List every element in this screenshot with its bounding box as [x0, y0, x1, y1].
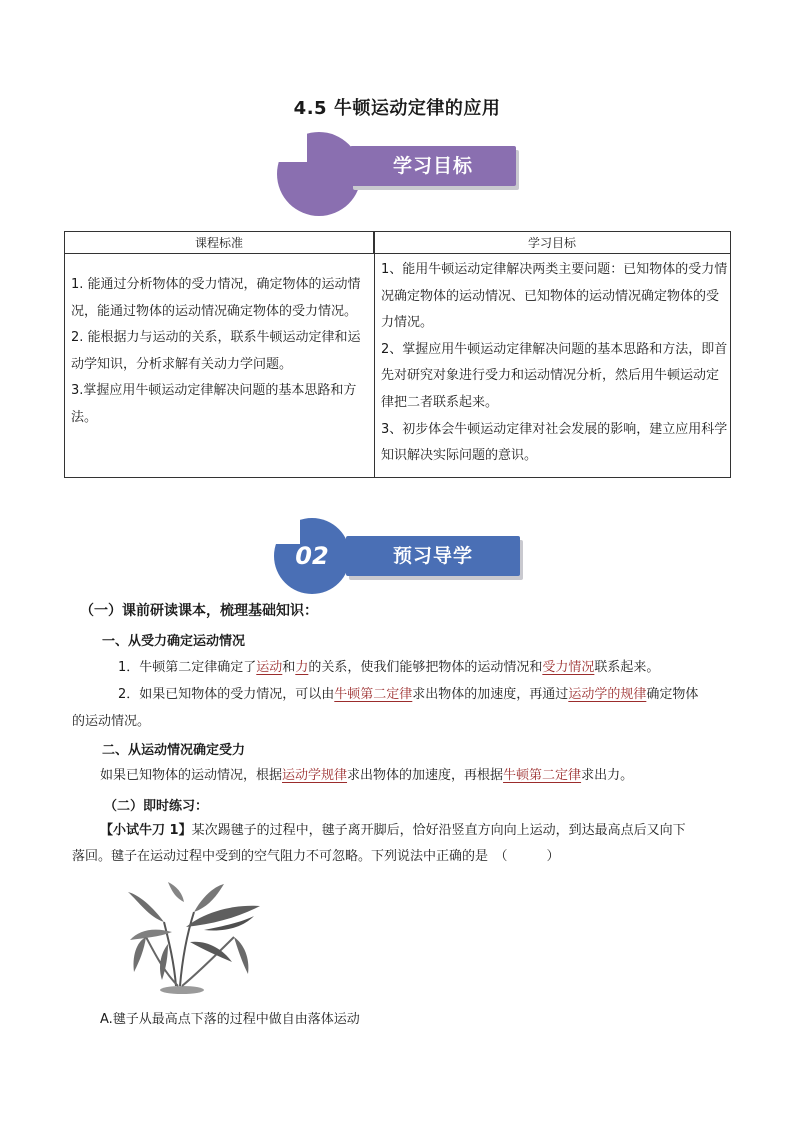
option-a: A.毽子从最高点下落的过程中做自由落体运动: [100, 1012, 360, 1027]
list-item: 1、能用牛顿运动定律解决两类主要问题：已知物体的受力情况确定物体的运动情况、已知物体的运动情况确定物体的受力情况。: [381, 262, 728, 331]
paragraph: 1．牛顿第二定律确定了运动和力的关系，使我们能够把物体的运动情况和受力情况联系起来。: [118, 660, 660, 675]
section-number: 02: [295, 542, 329, 570]
list-item: 1. 能通过分析物体的受力情况，确定物体的运动情况，能通过物体的运动情况确定物体的受力情况。: [71, 277, 361, 319]
table-cell-curriculum: [71, 272, 371, 432]
shuttlecock-image: [124, 882, 264, 994]
subheading-force-to-motion: 一、从受力确定运动情况: [102, 634, 246, 649]
subheading-motion-to-force: 二、从运动情况确定受力: [102, 743, 246, 758]
paragraph: 2．如果已知物体的受力情况，可以由牛顿第二定律求出物体的加速度，再通过运动学的规律确定物体: [118, 687, 699, 702]
list-item: 2. 能根据力与运动的关系，联系牛顿运动定律和运动学知识，分析求解有关动力学问题。: [71, 330, 361, 372]
question-tag: 【小试牛刀 1】: [100, 823, 192, 838]
answer-blank: 运动学的规律: [568, 687, 647, 702]
part2-heading: （二）即时练习：: [104, 799, 209, 814]
answer-blank: 受力情况: [542, 660, 595, 675]
paragraph: 如果已知物体的运动情况，根据运动学规律求出物体的加速度，再根据牛顿第二定律求出力。: [100, 768, 634, 783]
section-banner-label: 预习导学: [392, 545, 473, 567]
section-banner-label: 学习目标: [392, 155, 473, 177]
answer-blank: 牛顿第二定律: [503, 768, 582, 783]
section-banner-preview: [346, 536, 520, 576]
answer-blank: 运动: [256, 660, 283, 675]
question-text-continuation: 落回。毽子在运动过程中受到的空气阻力不可忽略。下列说法中正确的是 （ ）: [72, 849, 560, 864]
question-text: 【小试牛刀 1】某次踢毽子的过程中，毽子离开脚后，恰好沿竖直方向向上运动，到达最高点后又向下: [100, 823, 686, 838]
paragraph-continuation: 的运动情况。: [72, 714, 151, 729]
answer-blank: 运动学规律: [282, 768, 348, 783]
list-item: 3、初步体会牛顿运动定律对社会发展的影响，建立应用科学知识解决实际问题的意识。: [381, 421, 728, 464]
table-cell-goals: [381, 257, 728, 470]
table-header-goals: 学习目标: [374, 232, 730, 254]
list-item: 2、掌握应用牛顿运动定律解决问题的基本思路和方法，即首先对研究对象进行受力和运动情况分析，然后用牛顿运动定律把二者联系起来。: [381, 341, 728, 410]
table-header-curriculum: 课程标准: [65, 232, 374, 254]
answer-blank: 牛顿第二定律: [334, 687, 413, 702]
goals-table: [64, 231, 731, 478]
list-item: 3.掌握应用牛顿运动定律解决问题的基本思路和方法。: [71, 383, 357, 425]
section-banner-goals: [350, 146, 516, 186]
answer-blank: 力: [295, 660, 309, 675]
part1-heading: （一）课前研读课本，梳理基础知识：: [80, 603, 318, 619]
page-title: 4.5 牛顿运动定律的应用: [293, 98, 501, 119]
